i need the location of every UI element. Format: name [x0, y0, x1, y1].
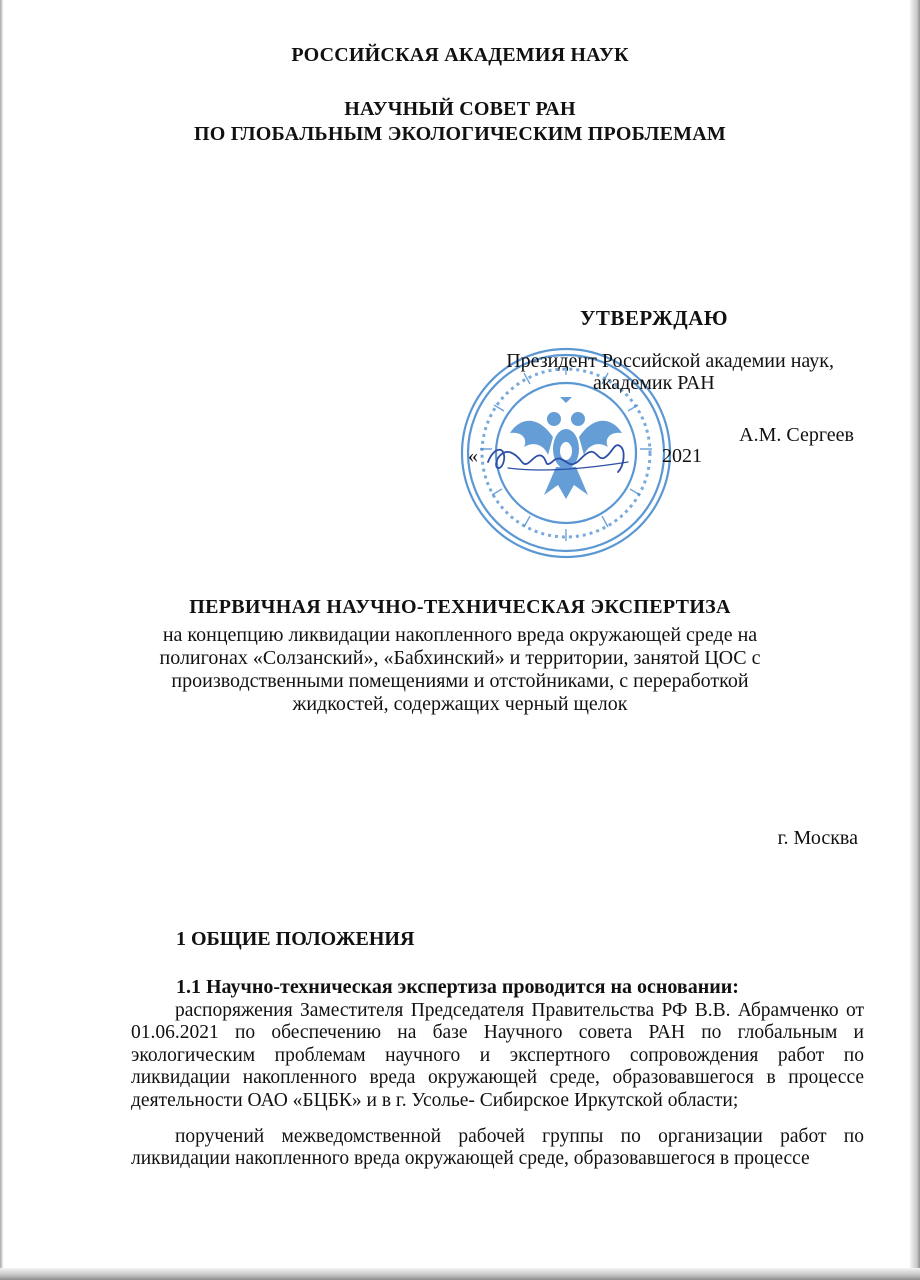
place-of-issue: г. Москва: [777, 827, 858, 849]
scan-edge-bottom: [0, 1268, 920, 1280]
approval-label: УТВЕРЖДАЮ: [580, 306, 729, 330]
subtitle-line: жидкостей, содержащих черный щелок: [292, 693, 628, 715]
subsection-heading: 1.1 Научно-техническая экспертиза проводится на основании:: [176, 976, 739, 998]
subtitle-line: полигонах «Солзанский», «Бабхинский» и территории, занятой ЦОС с: [159, 647, 761, 669]
handwritten-signature: [478, 432, 638, 482]
org-name: РОССИЙСКАЯ АКАДЕМИЯ НАУК: [291, 44, 629, 66]
subtitle-line: производственными помещениями и отстойниками, с переработкой: [171, 670, 749, 692]
body-paragraph: распоряжения Заместителя Председателя Правительства РФ В.В. Абрамченко от 01.06.2021 по обеспечению на базе Научного совета РАН по глобальным и экологическим проблемам научного и экспертного сопровождения работ по ликвидации накопленного вреда окружающей среде, образовавшегося в процессе деятельности ОАО «БЦБК» и в г. Усолье- Сибирское Иркутской области;: [131, 1000, 864, 1111]
subtitle-line: на концепцию ликвидации накопленного вреда окружающей среде на: [162, 624, 758, 646]
approver-name: А.М. Сергеев: [739, 424, 854, 446]
approver-title: академик РАН: [593, 372, 715, 394]
council-scope: ПО ГЛОБАЛЬНЫМ ЭКОЛОГИЧЕСКИМ ПРОБЛЕМАМ: [194, 123, 726, 145]
body-paragraph: поручений межведомственной рабочей группы по организации работ по ликвидации накопленного вреда окружающей среде, образовавшегося в процессе: [131, 1126, 864, 1170]
council-name: НАУЧНЫЙ СОВЕТ РАН: [344, 98, 576, 120]
date-quote: «: [468, 445, 478, 467]
date-year: 2021: [662, 445, 702, 467]
approver-position: Президент Российской академии наук,: [506, 350, 834, 372]
section-heading: 1 ОБЩИЕ ПОЛОЖЕНИЯ: [176, 928, 415, 950]
scan-edge-right: [910, 0, 920, 1280]
document-title: ПЕРВИЧНАЯ НАУЧНО-ТЕХНИЧЕСКАЯ ЭКСПЕРТИЗА: [189, 596, 731, 618]
scan-edge-left: [0, 0, 3, 1280]
document-subtitle: [150, 624, 770, 716]
